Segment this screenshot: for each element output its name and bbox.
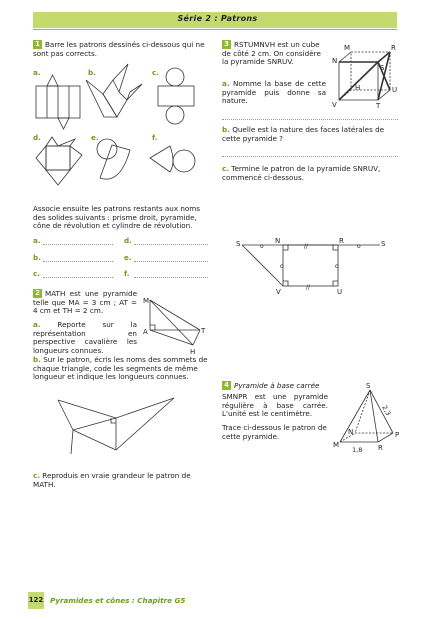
net-label-U: U: [337, 288, 343, 296]
answer-label-c: c.: [33, 269, 40, 278]
answer-label-a: a.: [33, 236, 41, 245]
ex4-label-P: P: [395, 431, 400, 439]
cube-label-T: T: [376, 102, 381, 110]
ex3-c-label: c.: [222, 164, 229, 173]
ex2-a-label: a.: [33, 320, 41, 329]
ex2-label-T: T: [201, 327, 206, 335]
footer-chapter-title: Pyramides et cônes : Chapitre G5: [50, 596, 186, 605]
ex2-label-A: A: [143, 328, 148, 336]
ex3-b-text: Quelle est la nature des faces latérales de cette pyramide ?: [222, 125, 385, 143]
ex4-label-M: M: [333, 441, 340, 449]
ex4-text2: Trace ci-dessous le patron de cette pyramide.: [222, 423, 327, 441]
cube-label-U: U: [392, 86, 398, 94]
ex1-associate: Associe ensuite les patrons restants aux noms des solides suivants : prisme droit, pyramide, cône de révolution et cylindre de révolution.: [33, 204, 201, 231]
ex4-dim-base: 1,8: [352, 446, 363, 454]
ex1-label-b: b.: [88, 68, 96, 77]
net-label-V: V: [276, 288, 281, 296]
ex3-b-label: b.: [222, 125, 230, 134]
ex3-a-text: Nomme la base de cette pyramide puis donne sa nature.: [222, 79, 326, 106]
ex2-label-H: H: [190, 348, 196, 356]
svg-text:o: o: [357, 243, 361, 250]
ex2-number: 2: [33, 289, 42, 298]
svg-text://: //: [306, 284, 311, 291]
ex4-label-R: R: [378, 444, 383, 452]
ex2-c-text: Reproduis en vraie grandeur le patron de MATH.: [33, 471, 191, 489]
footer-page-number: 122: [28, 596, 44, 604]
ex2-label-M: M: [143, 297, 150, 305]
ex3-c-text: Termine le patron de la pyramide SNRUV, commencé ci-dessous.: [222, 164, 381, 182]
svg-text:o: o: [335, 263, 339, 270]
ex1-instruction-text: Barre les patrons dessinés ci-dessous qui ne sont pas corrects.: [33, 40, 205, 58]
cube-label-M: M: [344, 44, 351, 52]
ex1-label-c: c.: [152, 68, 159, 77]
ex3-a-label: a.: [222, 79, 230, 88]
net-label-S2: S: [381, 240, 386, 248]
cube-label-S: S: [380, 64, 385, 72]
cube-label-V: V: [332, 101, 337, 109]
net-label-S1: S: [236, 240, 241, 248]
ex4-text1: SMNPR est une pyramide régulière à base carrée. L'unité est le centimètre.: [222, 392, 328, 419]
answer-label-d: d.: [124, 236, 132, 245]
answer-label-b: b.: [33, 253, 41, 262]
page-title: Série 2 : Patrons: [177, 14, 258, 23]
ex3-intro-text: RSTUMNVH est un cube de côté 2 cm. On considère la pyramide SNRUV.: [222, 40, 321, 67]
ex4-dim-side: 2,3: [380, 404, 393, 417]
ex1-number: 1: [33, 40, 42, 49]
cube-label-R: R: [391, 44, 396, 52]
ex2-a-text: Reporte sur la représentation en perspective cavalière les longueurs connues.: [33, 320, 137, 355]
answer-label-e: e.: [124, 253, 132, 262]
ex4-number: 4: [222, 381, 231, 390]
ex2-b-text: Sur le patron, écris les noms des sommets de chaque triangle, code les segments de même longueur et indique les longueurs connues.: [33, 355, 208, 382]
ex1-label-d: d.: [33, 133, 41, 142]
net-label-N: N: [275, 237, 281, 245]
ex2-intro-text: MATH est une pyramide telle que MA = 3 cm ; AT = 4 cm et TH = 2 cm.: [33, 289, 137, 316]
cube-label-N: N: [332, 57, 338, 65]
ex4-label-N: N: [348, 428, 354, 436]
svg-text:o: o: [260, 243, 264, 250]
ex4-title-text: Pyramide à base carrée: [234, 381, 320, 390]
ex3-number: 3: [222, 40, 231, 49]
svg-text:o: o: [280, 263, 284, 270]
ex2-c-label: c.: [33, 471, 40, 480]
cube-label-H: H: [355, 84, 361, 92]
svg-text://: //: [304, 243, 309, 250]
ex4-label-S: S: [366, 382, 371, 390]
ex1-label-a: a.: [33, 68, 41, 77]
ex1-label-e: e.: [91, 133, 99, 142]
answer-label-f: f.: [124, 269, 130, 278]
ex1-label-f: f.: [152, 133, 158, 142]
ex2-b-label: b.: [33, 355, 41, 364]
net-label-R: R: [339, 237, 344, 245]
